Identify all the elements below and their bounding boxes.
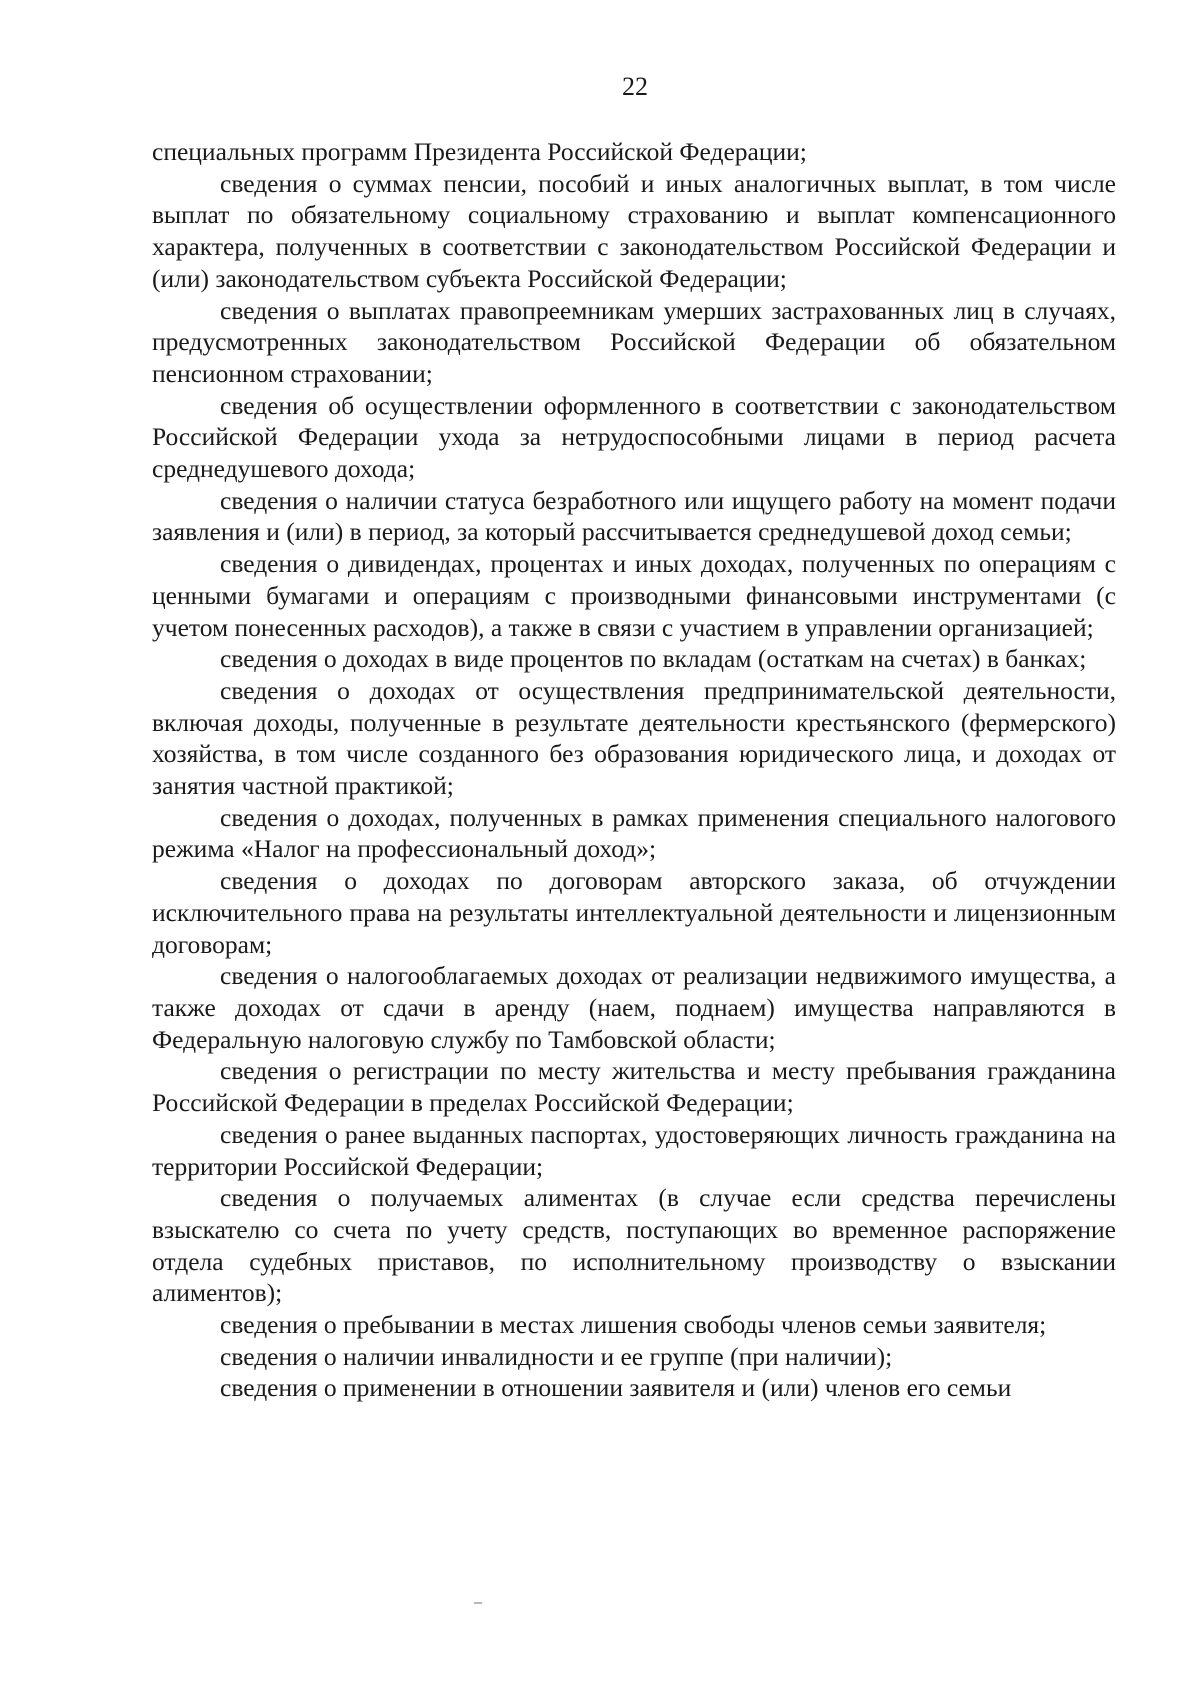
- document-body: [152, 136, 1116, 1404]
- paragraph: сведения о доходах в виде процентов по вкладам (остаткам на счетах) в банках;: [220, 644, 1087, 674]
- paragraph: сведения о наличии статуса безработного или ищущего работу на момент подачи заявления и (или) в период, за который рассчитывается среднедушевой доход семьи;: [152, 485, 1116, 547]
- paragraph: сведения о доходах, полученных в рамках применения специального налогового режима «Налог на профессиональный доход»;: [152, 802, 1116, 864]
- paragraph: сведения о выплатах правопреемникам умерших застрахованных лиц в случаях, предусмотренных законодательством Российской Федерации об обязательном пенсионном страховании;: [152, 295, 1116, 388]
- paragraph: сведения о ранее выданных паспортах, удостоверяющих личность гражданина на территории Российской Федерации;: [152, 1119, 1116, 1181]
- paragraph: сведения о применении в отношении заявителя и (или) членов его семьи: [220, 1373, 1012, 1403]
- paragraph: сведения о дивидендах, процентах и иных доходах, полученных по операциям с ценными бумагами и операциям с производными финансовыми инструментами (с учетом понесенных расходов), а также в связи с участием в управлении организацией;: [152, 549, 1116, 642]
- paragraph: сведения о регистрации по месту жительства и месту пребывания гражданина Российской Федерации в пределах Российской Федерации;: [152, 1056, 1116, 1118]
- scan-artifact-mark: [474, 1602, 482, 1604]
- paragraph: сведения о пребывании в местах лишения свободы членов семьи заявителя;: [220, 1310, 1047, 1340]
- paragraph: сведения об осуществлении оформленного в соответствии с законодательством Российской Федерации ухода за нетрудоспособными лицами в период расчета среднедушевого дохода;: [152, 390, 1116, 484]
- paragraph: сведения о наличии инвалидности и ее группе (при наличии);: [220, 1341, 893, 1371]
- paragraph: сведения о доходах от осуществления предпринимательской деятельности, включая доходы, полученные в результате деятельности крестьянского (фермерского) хозяйства, в том числе созданного без образования юридического лица, и доходах от занятия частной практикой;: [152, 675, 1116, 801]
- page-number: 22: [622, 72, 648, 101]
- paragraph: сведения о доходах по договорам авторского заказа, об отчуждении исключительного права на результаты интеллектуальной деятельности и лицензионным договорам;: [152, 866, 1116, 959]
- paragraph: сведения о налогооблагаемых доходах от реализации недвижимого имущества, а также доходах от сдачи в аренду (наем, поднаем) имущества направляются в Федеральную налоговую службу по Тамбовской области;: [152, 961, 1116, 1054]
- paragraph: сведения о получаемых алиментах (в случае если средства перечислены взыскателю со счета по учету средств, поступающих во временное распоряжение отдела судебных приставов, по исполнительному производству о взыскании алиментов);: [152, 1183, 1116, 1308]
- paragraph-continuation: специальных программ Президента Российской Федерации;: [152, 137, 807, 166]
- paragraph: сведения о суммах пенсии, пособий и иных аналогичных выплат, в том числе выплат по обязательному социальному страхованию и выплат компенсационного характера, полученных в соответствии с законодательством Российской Федерации и (или) законодательством субъекта Российской Федерации;: [152, 168, 1116, 293]
